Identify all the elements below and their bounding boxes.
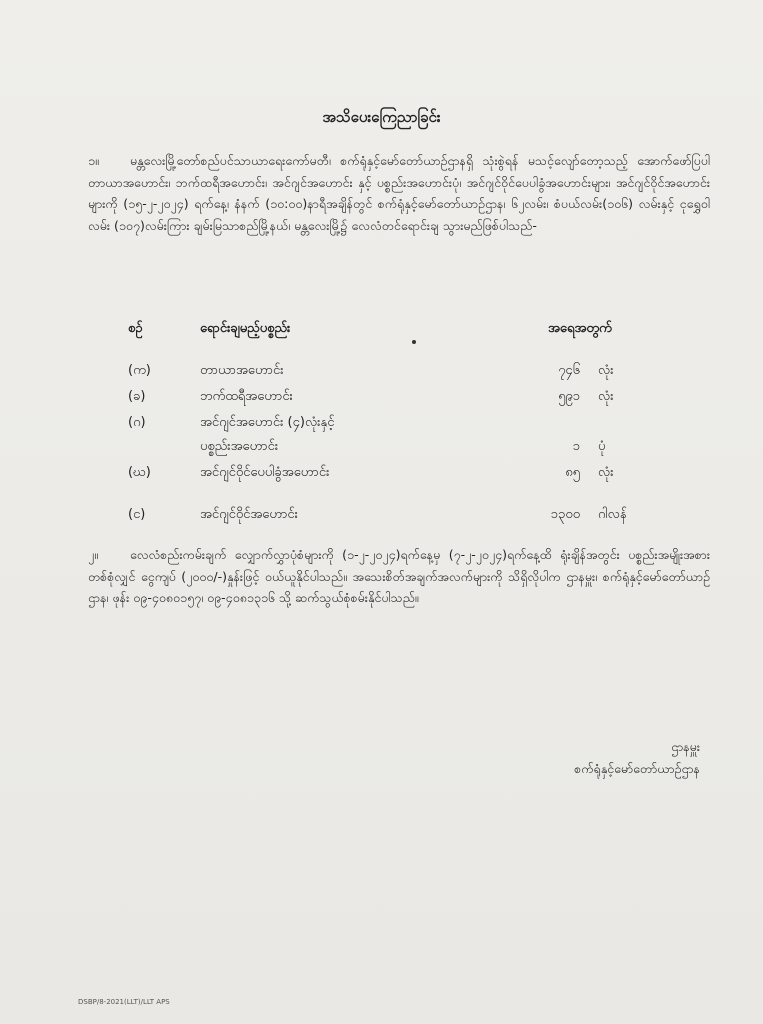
row-qty: ၁၃၀၀ xyxy=(550,507,580,522)
row-item: အင်ဂျင်ဝိုင်အဟောင်း xyxy=(200,507,298,522)
paragraph-2-text: လေလံစည်းကမ်းချက် လျှောက်လွှာပုံစံများကို (၁-၂-၂၀၂၄)ရက်နေ့မှ (၇-၂-၂၀၂၄)ရက်နေ့ထိ ရုံးချိန်အတွင်း ပစ္စည်းအမျိုးအစား တစ်စုံလျှင် ငွေကျပ် (၂၀၀၀/-)နှုန်းဖြင့် ဝယ်ယူနိုင်ပါသည်။ အသေးစိတ်အချက်အလက်များကို သိရှိလိုပါက ဌာနမှူး၊ စက်ရုံနှင့်မော်တော်ယာဉ်ဌာန၊ ဖုန်း ၀၉-၄၀၈၀၁၅၇၊ ၀၉-၄၀၈၁၃၁၆ သို့ ဆက်သွယ်စုံစမ်းနိုင်ပါသည်။ xyxy=(88,547,710,605)
row-unit: လုံး xyxy=(598,389,614,404)
row-unit: လုံး xyxy=(598,363,614,378)
paragraph-1-number: ၁။ xyxy=(88,153,99,168)
row-qty: ၅၉၁ xyxy=(558,389,580,404)
row-unit: ဂါလန် xyxy=(598,507,627,522)
row-number: (က) xyxy=(128,363,151,378)
footer-code: DSBP/8-2021(LLT)/LLT APS xyxy=(78,998,170,1006)
row-qty: ၁ xyxy=(572,439,580,454)
signature-department: စက်ရုံနှင့်မော်တော်ယာဉ်ဌာန xyxy=(574,761,700,776)
row-qty: ၈၅ xyxy=(565,465,580,480)
row-item: ပစ္စည်းအဟောင်း xyxy=(200,439,279,454)
row-unit: ပုံ xyxy=(598,439,606,454)
row-unit: လုံး xyxy=(598,465,614,480)
row-number: (ခ) xyxy=(128,389,146,404)
paragraph-2 xyxy=(88,544,710,609)
paragraph-1-text: မန္တလေးမြို့တော်စည်ပင်သာယာရေးကော်မတီ၊ စက်ရုံနှင့်မော်တော်ယာဉ်ဌာနရှိ သုံးစွဲရန် မသင့်လျော်တော့သည့် အောက်ဖော်ပြပါ တာယာအဟောင်း၊ ဘက်ထရီအဟောင်း၊ အင်ဂျင်အဟောင်း နှင့် ပစ္စည်းအဟောင်းပုံ၊ အင်ဂျင်ဝိုင်ပေပါခွံအဟောင်းများ၊ အင်ဂျင်ဝိုင်အဟောင်း များကို (၁၅-၂-၂၀၂၄) ရက်နေ့၊ နံနက် (၁၀:၀၀)နာရီအချိန်တွင် စက်ရုံနှင့်မော်တော်ယာဉ်ဌာန၊ ၆၂လမ်း၊ စံပယ်လမ်း(၁၀၆) လမ်းနှင့် ငုရွှေဝါလမ်း (၁၀၇)လမ်းကြား ချမ်းမြသာစည်မြို့နယ်၊ မန္တလေးမြို့၌ လေလံတင်ရောင်းချ သွားမည်ဖြစ်ပါသည်- xyxy=(88,153,710,233)
paragraph-1 xyxy=(88,150,710,236)
row-item: တာယာအဟောင်း xyxy=(200,363,284,378)
row-item: ဘက်ထရီအဟောင်း xyxy=(200,389,293,404)
row-item: အင်ဂျင်ဝိုင်ပေပါခွံအဟောင်း xyxy=(200,465,330,480)
ink-speck xyxy=(412,340,416,344)
paragraph-2-number: ၂။ xyxy=(88,547,98,562)
row-item: အင်ဂျင်အဟောင်း (၄)လုံးနှင့် xyxy=(200,415,335,430)
row-number: (ဃ) xyxy=(128,465,151,480)
table-header-qty: အရေအတွက် xyxy=(548,321,612,336)
signature-title: ဌာနမှူး xyxy=(671,739,700,754)
table-header-no: စဉ် xyxy=(128,321,143,336)
notice-title: အသိပေးကြေညာခြင်း xyxy=(322,108,441,126)
table-header-item: ရောင်းချမည့်ပစ္စည်း xyxy=(200,321,291,336)
row-number: (ဂ) xyxy=(128,415,146,430)
row-qty: ၇၄၆ xyxy=(558,363,580,378)
row-number: (င) xyxy=(128,507,146,522)
